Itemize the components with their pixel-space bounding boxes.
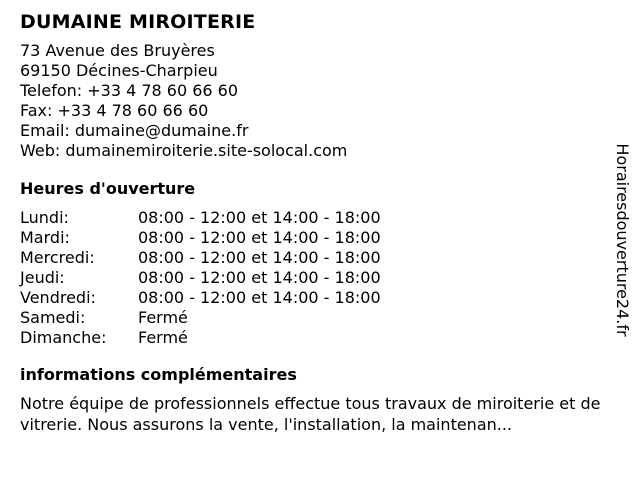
hours-day-label: Dimanche: bbox=[20, 328, 107, 347]
hours-row bbox=[20, 328, 620, 348]
hours-day-label: Lundi: bbox=[20, 208, 69, 227]
hours-time-value: Fermé bbox=[138, 308, 188, 327]
address-line-1: 73 Avenue des Bruyères bbox=[20, 41, 215, 60]
email-line: Email: dumaine@dumaine.fr bbox=[20, 121, 249, 140]
site-watermark: Horairesdouverture24.fr bbox=[613, 143, 632, 337]
hours-row bbox=[20, 208, 620, 228]
fax-line: Fax: +33 4 78 60 66 60 bbox=[20, 101, 209, 120]
hours-row bbox=[20, 248, 620, 268]
contact-block bbox=[20, 41, 620, 161]
hours-day-label: Mardi: bbox=[20, 228, 70, 247]
hours-day-label: Vendredi: bbox=[20, 288, 96, 307]
hours-time-value: 08:00 - 12:00 et 14:00 - 18:00 bbox=[138, 288, 381, 307]
hours-row bbox=[20, 308, 620, 328]
hours-day-label: Mercredi: bbox=[20, 248, 95, 267]
hours-day-label: Jeudi: bbox=[20, 268, 65, 287]
business-card bbox=[20, 10, 620, 435]
address-line-2: 69150 Décines-Charpieu bbox=[20, 61, 218, 80]
business-name: DUMAINE MIROITERIE bbox=[20, 11, 256, 33]
hours-table bbox=[20, 208, 620, 348]
hours-day-label: Samedi: bbox=[20, 308, 86, 327]
hours-time-value: 08:00 - 12:00 et 14:00 - 18:00 bbox=[138, 248, 381, 267]
info-description: Notre équipe de professionnels effectue tous travaux de miroiterie et de vitrerie. Nous assurons la vente, l'installation, la maintenan... bbox=[20, 394, 601, 434]
hours-time-value: Fermé bbox=[138, 328, 188, 347]
web-line: Web: dumainemiroiterie.site-solocal.com bbox=[20, 141, 348, 160]
hours-time-value: 08:00 - 12:00 et 14:00 - 18:00 bbox=[138, 268, 381, 287]
hours-heading: Heures d'ouverture bbox=[20, 179, 196, 198]
phone-line: Telefon: +33 4 78 60 66 60 bbox=[20, 81, 239, 100]
hours-time-value: 08:00 - 12:00 et 14:00 - 18:00 bbox=[138, 228, 381, 247]
hours-time-value: 08:00 - 12:00 et 14:00 - 18:00 bbox=[138, 208, 381, 227]
hours-row bbox=[20, 268, 620, 288]
hours-row bbox=[20, 288, 620, 308]
hours-row bbox=[20, 228, 620, 248]
info-heading: informations complémentaires bbox=[20, 365, 297, 384]
